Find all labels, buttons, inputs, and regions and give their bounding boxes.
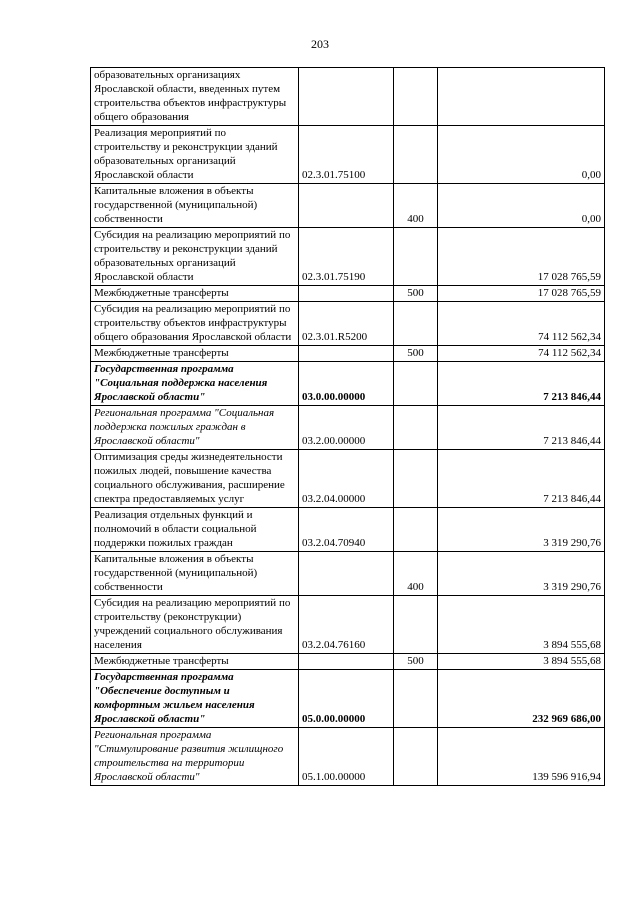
target-code-cell — [299, 654, 394, 670]
table-row — [91, 184, 605, 228]
expense-type-cell — [394, 362, 438, 406]
item-name-cell: Субсидия на реализацию мероприятий по строительству (реконструкции) учреждений социального обслуживания населения — [91, 596, 299, 654]
amount-cell: 232 969 686,00 — [438, 670, 605, 728]
target-code-cell: 02.3.01.75100 — [299, 126, 394, 184]
table-row — [91, 450, 605, 508]
expense-type-cell — [394, 596, 438, 654]
table-row — [91, 728, 605, 786]
page-number: 203 — [311, 37, 329, 51]
expense-type-cell: 500 — [394, 346, 438, 362]
expense-type-cell — [394, 68, 438, 126]
expense-type-cell — [394, 406, 438, 450]
table-row — [91, 126, 605, 184]
expense-type-cell: 400 — [394, 184, 438, 228]
item-name-cell: Государственная программа "Социальная поддержка населения Ярославской области" — [91, 362, 299, 406]
item-name-cell: Капитальные вложения в объекты государственной (муниципальной) собственности — [91, 552, 299, 596]
item-name-cell: Межбюджетные трансферты — [91, 654, 299, 670]
budget-table-body — [91, 68, 605, 786]
expense-type-cell: 400 — [394, 552, 438, 596]
item-name-cell: Капитальные вложения в объекты государственной (муниципальной) собственности — [91, 184, 299, 228]
expense-type-cell — [394, 508, 438, 552]
target-code-cell — [299, 552, 394, 596]
target-code-cell: 03.0.00.00000 — [299, 362, 394, 406]
table-row — [91, 508, 605, 552]
target-code-cell — [299, 286, 394, 302]
item-name-cell: Региональная программа "Социальная поддержка пожилых граждан в Ярославской области" — [91, 406, 299, 450]
item-name-cell: Оптимизация среды жизнедеятельности пожилых людей, повышение качества социального обслуживания, расширение спектра предоставляемых услуг — [91, 450, 299, 508]
table-row — [91, 302, 605, 346]
item-name-cell: Субсидия на реализацию мероприятий по строительству объектов инфраструктуры общего образования Ярославской области — [91, 302, 299, 346]
expense-type-cell — [394, 126, 438, 184]
amount-cell: 3 319 290,76 — [438, 552, 605, 596]
table-row — [91, 346, 605, 362]
expense-type-cell — [394, 728, 438, 786]
amount-cell: 3 319 290,76 — [438, 508, 605, 552]
target-code-cell — [299, 184, 394, 228]
amount-cell: 0,00 — [438, 184, 605, 228]
table-row — [91, 654, 605, 670]
amount-cell: 74 112 562,34 — [438, 346, 605, 362]
target-code-cell: 03.2.04.76160 — [299, 596, 394, 654]
amount-cell: 139 596 916,94 — [438, 728, 605, 786]
table-row — [91, 286, 605, 302]
table-row — [91, 68, 605, 126]
target-code-cell — [299, 68, 394, 126]
amount-cell: 3 894 555,68 — [438, 596, 605, 654]
item-name-cell: Государственная программа "Обеспечение доступным и комфортным жильем населения Ярославской области" — [91, 670, 299, 728]
item-name-cell: Региональная программа "Стимулирование развития жилищного строительства на территории Ярославской области" — [91, 728, 299, 786]
target-code-cell: 02.3.01.75190 — [299, 228, 394, 286]
amount-cell: 7 213 846,44 — [438, 406, 605, 450]
amount-cell: 74 112 562,34 — [438, 302, 605, 346]
amount-cell: 7 213 846,44 — [438, 362, 605, 406]
target-code-cell: 05.0.00.00000 — [299, 670, 394, 728]
table-row — [91, 362, 605, 406]
expense-type-cell — [394, 450, 438, 508]
budget-table — [90, 67, 605, 786]
table-row — [91, 596, 605, 654]
table-row — [91, 552, 605, 596]
item-name-cell: Реализация мероприятий по строительству и реконструкции зданий образовательных организаций Ярославской области — [91, 126, 299, 184]
target-code-cell: 03.2.00.00000 — [299, 406, 394, 450]
expense-type-cell — [394, 228, 438, 286]
amount-cell: 7 213 846,44 — [438, 450, 605, 508]
amount-cell: 17 028 765,59 — [438, 286, 605, 302]
table-row — [91, 406, 605, 450]
amount-cell: 0,00 — [438, 126, 605, 184]
item-name-cell: Субсидия на реализацию мероприятий по строительству и реконструкции зданий образовательных организаций Ярославской области — [91, 228, 299, 286]
target-code-cell — [299, 346, 394, 362]
amount-cell: 3 894 555,68 — [438, 654, 605, 670]
item-name-cell: Межбюджетные трансферты — [91, 346, 299, 362]
table-row — [91, 670, 605, 728]
item-name-cell: образовательных организациях Ярославской области, введенных путем строительства объектов инфраструктуры общего образования — [91, 68, 299, 126]
item-name-cell: Межбюджетные трансферты — [91, 286, 299, 302]
target-code-cell: 05.1.00.00000 — [299, 728, 394, 786]
expense-type-cell: 500 — [394, 654, 438, 670]
target-code-cell: 02.3.01.R5200 — [299, 302, 394, 346]
target-code-cell: 03.2.04.00000 — [299, 450, 394, 508]
item-name-cell: Реализация отдельных функций и полномочий в области социальной поддержки пожилых граждан — [91, 508, 299, 552]
expense-type-cell: 500 — [394, 286, 438, 302]
amount-cell: 17 028 765,59 — [438, 228, 605, 286]
expense-type-cell — [394, 302, 438, 346]
amount-cell — [438, 68, 605, 126]
expense-type-cell — [394, 670, 438, 728]
target-code-cell: 03.2.04.70940 — [299, 508, 394, 552]
table-row — [91, 228, 605, 286]
